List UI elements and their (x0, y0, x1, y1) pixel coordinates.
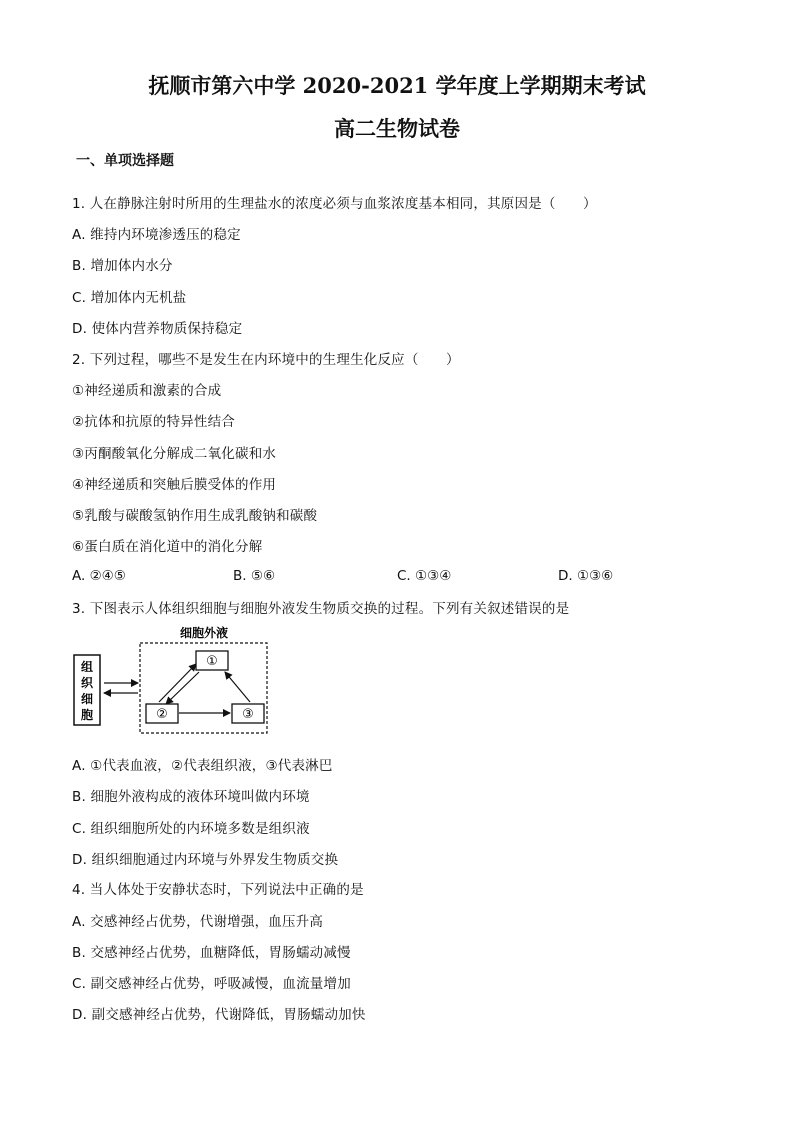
question-3-option-c: C. 组织细胞所处的内环境多数是组织液 (72, 821, 310, 837)
question-1-option-a: A. 维持内环境渗透压的稳定 (72, 227, 241, 243)
extracellular-fluid-label: 细胞外液 (179, 626, 229, 640)
question-2-option-a: A. ②④⑤ (72, 568, 126, 584)
exam-subtitle: 高二生物试卷 (334, 116, 460, 141)
arrow-node3-to-node1 (225, 672, 250, 702)
node-3-label: ③ (242, 707, 254, 722)
question-2-option-d: D. ①③⑥ (558, 568, 614, 584)
question-2-item-3: ③丙酮酸氧化分解成二氧化碳和水 (72, 446, 277, 462)
question-1-option-b: B. 增加体内水分 (72, 258, 173, 274)
tissue-cell-label-1: 组 (80, 660, 94, 674)
tissue-cell-label-3: 细 (80, 692, 94, 706)
question-2-option-b: B. ⑤⑥ (233, 568, 276, 584)
question-3-option-a: A. ①代表血液，②代表组织液，③代表淋巴 (72, 758, 333, 774)
node-2-label: ② (156, 707, 168, 722)
tissue-cell-label-4: 胞 (80, 708, 94, 722)
exchange-diagram (72, 626, 282, 738)
question-4-stem: 4. 当人体处于安静状态时，下列说法中正确的是 (72, 882, 364, 898)
exam-title: 抚顺市第六中学 2020-2021 学年度上学期期末考试 (148, 73, 646, 98)
question-1-stem: 1. 人在静脉注射时所用的生理盐水的浓度必须与血浆浓度基本相同，其原因是（ ） (72, 196, 597, 212)
question-4-option-a: A. 交感神经占优势，代谢增强，血压升高 (72, 914, 324, 930)
question-3-option-b: B. 细胞外液构成的液体环境叫做内环境 (72, 789, 310, 805)
question-3-option-d: D. 组织细胞通过内环境与外界发生物质交换 (72, 852, 339, 868)
question-2-item-5: ⑤乳酸与碳酸氢钠作用生成乳酸钠和碳酸 (72, 508, 318, 524)
question-4-option-c: C. 副交感神经占优势，呼吸减慢，血流量增加 (72, 976, 351, 992)
question-3-stem: 3. 下图表示人体组织细胞与细胞外液发生物质交换的过程。下列有关叙述错误的是 (72, 601, 570, 617)
question-1-option-d: D. 使体内营养物质保持稳定 (72, 321, 243, 337)
question-2-option-c: C. ①③④ (397, 568, 452, 584)
question-2-stem: 2. 下列过程，哪些不是发生在内环境中的生理生化反应（ ） (72, 352, 460, 368)
tissue-cell-label-2: 织 (80, 676, 94, 690)
question-1-option-c: C. 增加体内无机盐 (72, 290, 187, 306)
node-1-label: ① (206, 654, 218, 669)
question-4-option-d: D. 副交感神经占优势，代谢降低，胃肠蠕动加快 (72, 1007, 366, 1023)
question-2-item-4: ④神经递质和突触后膜受体的作用 (72, 477, 277, 493)
question-4-option-b: B. 交感神经占优势，血糖降低，胃肠蠕动减慢 (72, 945, 351, 961)
question-2-item-2: ②抗体和抗原的特异性结合 (72, 414, 236, 430)
question-2-item-6: ⑥蛋白质在消化道中的消化分解 (72, 539, 263, 555)
section-heading: 一、单项选择题 (76, 153, 174, 169)
question-2-item-1: ①神经递质和激素的合成 (72, 383, 222, 399)
arrow-node1-to-node2 (166, 672, 199, 704)
arrow-node2-to-node1 (159, 664, 196, 702)
